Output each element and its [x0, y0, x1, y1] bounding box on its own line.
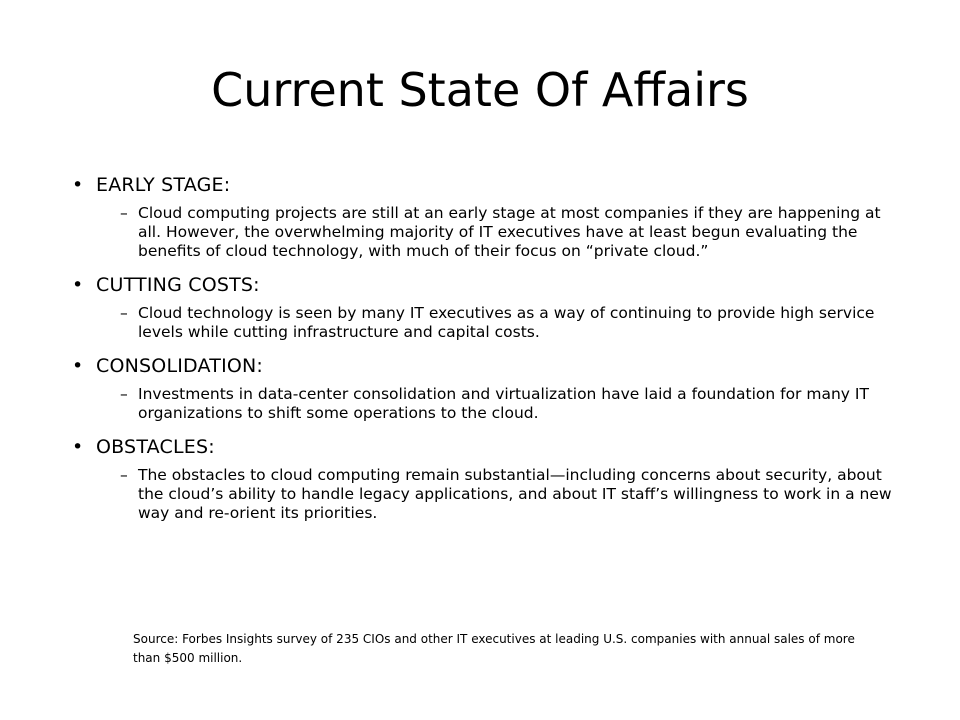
bullet-heading: CUTTING COSTS:	[96, 274, 260, 296]
source-note: Source: Forbes Insights survey of 235 CIOs and other IT executives at leading U.S. companies with annual sales of more than $500 million.	[133, 632, 855, 665]
sub-bullet	[120, 385, 902, 423]
bullet-obstacles	[72, 432, 902, 523]
bullet-heading: CONSOLIDATION:	[96, 355, 264, 377]
bullet-dot-icon: •	[72, 355, 84, 377]
bullet-dot-icon: •	[72, 436, 84, 458]
bullet-heading-row	[72, 270, 902, 300]
sub-bullet	[120, 204, 902, 261]
bullet-heading-row	[72, 432, 902, 462]
sub-bullet-text: The obstacles to cloud computing remain substantial—including concerns about security, about the cloud’s ability to handle legacy applications, and about IT staff’s willingness to work in a new way and re-orient its priorities.	[138, 466, 892, 522]
sub-bullet-text: Investments in data-center consolidation and virtualization have laid a foundation for many IT organizations to shift some operations to the cloud.	[138, 385, 869, 422]
bullet-list	[72, 170, 902, 532]
bullet-heading: OBSTACLES:	[96, 436, 215, 458]
sub-bullet	[120, 304, 902, 342]
sub-bullet-text: Cloud technology is seen by many IT executives as a way of continuing to provide high service levels while cutting infrastructure and capital costs.	[138, 304, 875, 341]
bullet-heading-row	[72, 170, 902, 200]
bullet-cutting-costs	[72, 270, 902, 342]
bullet-heading-row	[72, 351, 902, 381]
bullet-early-stage	[72, 170, 902, 261]
bullet-dot-icon: •	[72, 274, 84, 296]
bullet-dot-icon: •	[72, 174, 84, 196]
slide-title: Current State Of Affairs	[211, 63, 749, 117]
sub-bullet-text: Cloud computing projects are still at an early stage at most companies if they are happening at all. However, the overwhelming majority of IT executives have at least begun evaluating the benefits of cloud technology, with much of their focus on “private cloud.”	[138, 204, 881, 260]
dash-icon: –	[120, 304, 128, 322]
dash-icon: –	[120, 204, 128, 222]
sub-bullet	[120, 466, 902, 523]
bullet-heading: EARLY STAGE:	[96, 174, 231, 196]
bullet-consolidation	[72, 351, 902, 423]
dash-icon: –	[120, 385, 128, 403]
dash-icon: –	[120, 466, 128, 484]
